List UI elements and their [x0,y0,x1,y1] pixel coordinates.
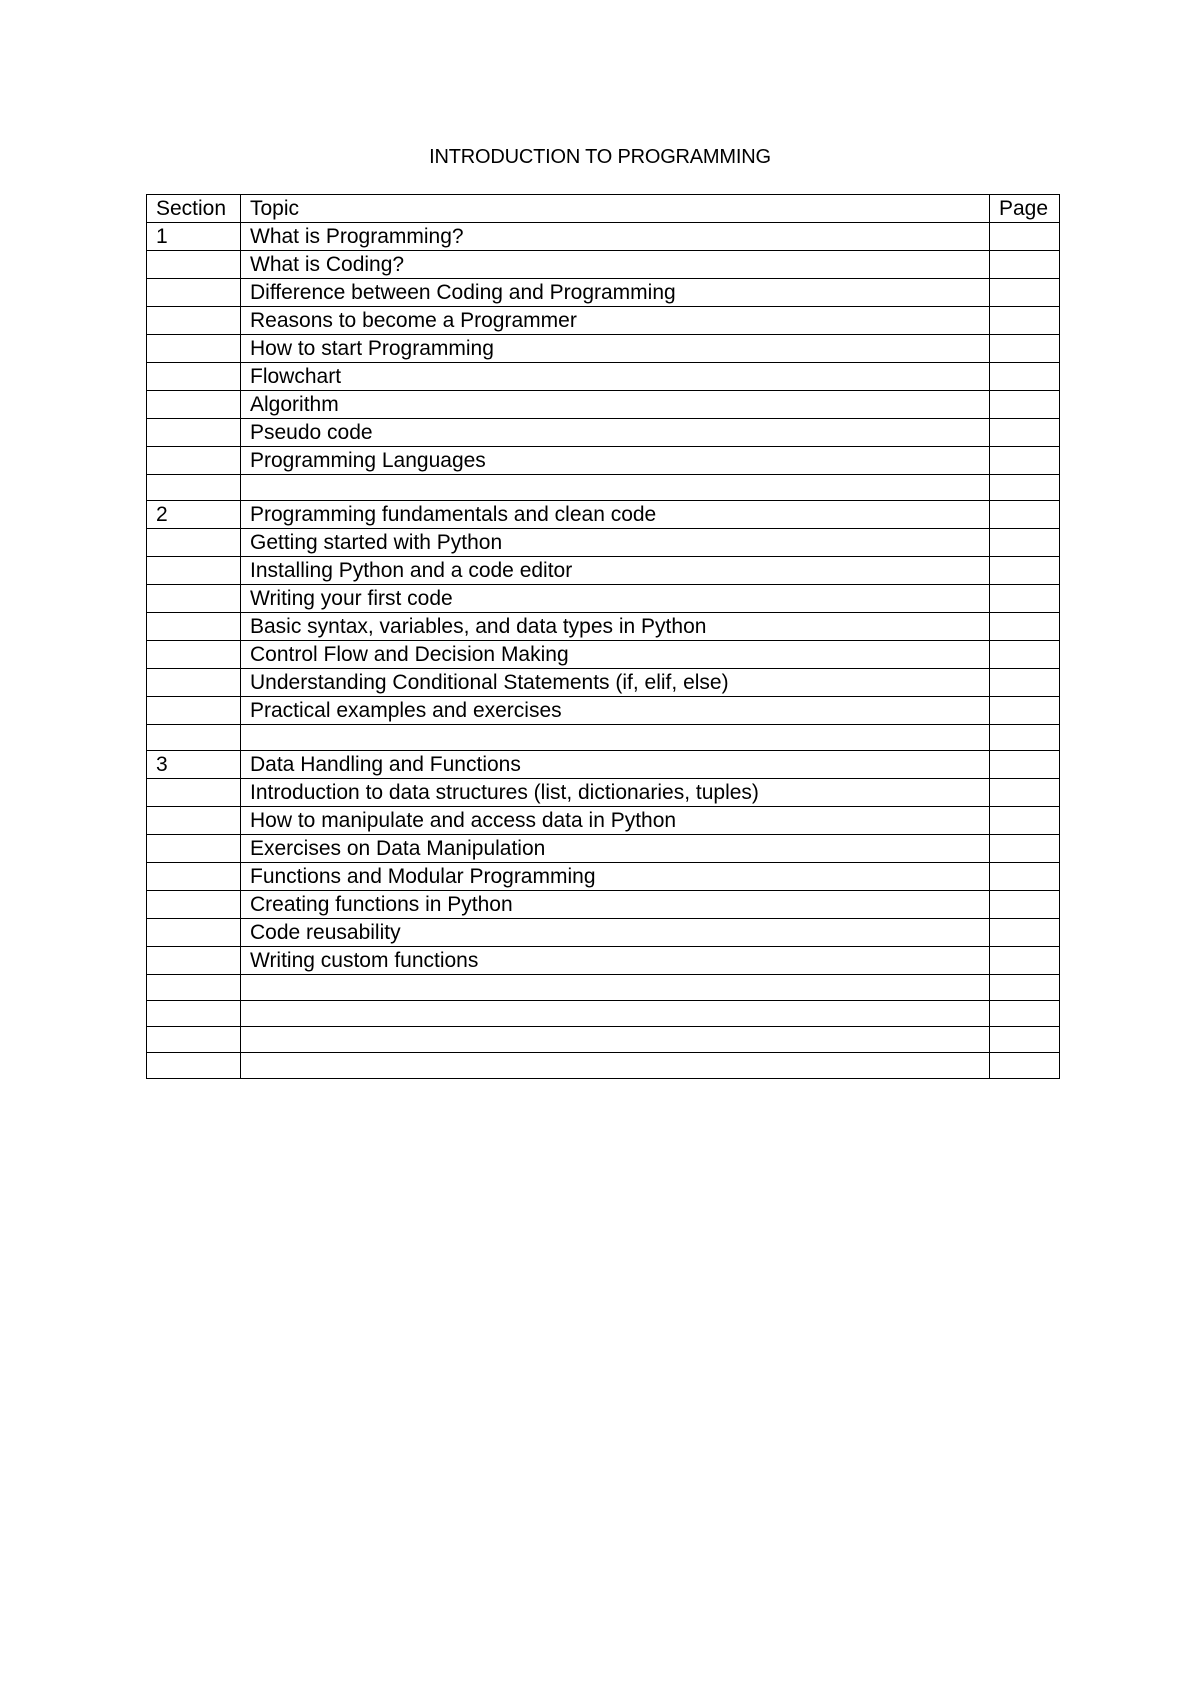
cell-topic: Difference between Coding and Programming [241,279,990,307]
table-row [147,279,1060,307]
cell-topic [241,1027,990,1053]
cell-page [990,529,1060,557]
table-row [147,947,1060,975]
header-topic: Topic [241,195,990,223]
cell-topic: Control Flow and Decision Making [241,641,990,669]
table-row [147,779,1060,807]
cell-page [990,475,1060,501]
cell-section: 2 [147,501,241,529]
cell-topic: Installing Python and a code editor [241,557,990,585]
table-row [147,863,1060,891]
cell-page [990,501,1060,529]
cell-page [990,779,1060,807]
cell-topic: Getting started with Python [241,529,990,557]
cell-page [990,279,1060,307]
cell-section [147,613,241,641]
table-row [147,529,1060,557]
cell-section [147,947,241,975]
cell-topic: Creating functions in Python [241,891,990,919]
cell-page [990,613,1060,641]
table-row [147,669,1060,697]
cell-topic: Pseudo code [241,419,990,447]
cell-topic [241,1053,990,1079]
header-section: Section [147,195,241,223]
cell-topic: Flowchart [241,363,990,391]
cell-topic: Programming Languages [241,447,990,475]
table-row [147,807,1060,835]
table-of-contents [146,194,1060,1079]
cell-section: 1 [147,223,241,251]
table-body [147,195,1060,1079]
cell-section [147,697,241,725]
table-row [147,1027,1060,1053]
cell-topic [241,725,990,751]
cell-page [990,835,1060,863]
cell-section [147,725,241,751]
table-row [147,391,1060,419]
cell-topic [241,1001,990,1027]
cell-page [990,1027,1060,1053]
table-row [147,891,1060,919]
cell-topic: What is Programming? [241,223,990,251]
cell-topic: Data Handling and Functions [241,751,990,779]
table-row [147,975,1060,1001]
cell-section [147,307,241,335]
cell-topic: Code reusability [241,919,990,947]
table-row [147,1001,1060,1027]
cell-section [147,557,241,585]
cell-topic [241,975,990,1001]
cell-section [147,669,241,697]
cell-section [147,891,241,919]
document-title: INTRODUCTION TO PROGRAMMING [429,146,771,168]
cell-page [990,363,1060,391]
cell-page [990,669,1060,697]
table-row [147,697,1060,725]
cell-section: 3 [147,751,241,779]
cell-page [990,751,1060,779]
cell-section [147,919,241,947]
cell-page [990,1053,1060,1079]
cell-topic: Exercises on Data Manipulation [241,835,990,863]
table-row [147,1053,1060,1079]
table-row [147,251,1060,279]
header-page: Page [990,195,1060,223]
cell-page [990,919,1060,947]
cell-section [147,335,241,363]
cell-section [147,975,241,1001]
table-header-row [147,195,1060,223]
cell-topic: Programming fundamentals and clean code [241,501,990,529]
cell-topic: Algorithm [241,391,990,419]
cell-section [147,251,241,279]
cell-section [147,529,241,557]
cell-section [147,641,241,669]
cell-topic: Writing custom functions [241,947,990,975]
table-row [147,725,1060,751]
cell-topic: Reasons to become a Programmer [241,307,990,335]
cell-topic: Practical examples and exercises [241,697,990,725]
cell-page [990,447,1060,475]
cell-section [147,391,241,419]
cell-page [990,947,1060,975]
table-row [147,419,1060,447]
cell-topic: Functions and Modular Programming [241,863,990,891]
cell-section [147,835,241,863]
table-row [147,363,1060,391]
cell-page [990,307,1060,335]
cell-section [147,279,241,307]
cell-page [990,975,1060,1001]
cell-page [990,1001,1060,1027]
cell-topic: What is Coding? [241,251,990,279]
cell-section [147,807,241,835]
table-row [147,613,1060,641]
cell-section [147,447,241,475]
cell-topic: Writing your first code [241,585,990,613]
table-row [147,557,1060,585]
cell-topic: Basic syntax, variables, and data types in Python [241,613,990,641]
table-row [147,307,1060,335]
cell-page [990,641,1060,669]
cell-topic: Understanding Conditional Statements (if, elif, else) [241,669,990,697]
cell-page [990,419,1060,447]
cell-page [990,251,1060,279]
cell-page [990,697,1060,725]
cell-page [990,335,1060,363]
cell-section [147,363,241,391]
cell-section [147,1053,241,1079]
cell-topic: Introduction to data structures (list, dictionaries, tuples) [241,779,990,807]
table-row [147,223,1060,251]
table-row [147,501,1060,529]
cell-page [990,391,1060,419]
cell-page [990,863,1060,891]
cell-section [147,585,241,613]
table-row [147,335,1060,363]
cell-page [990,557,1060,585]
cell-topic: How to manipulate and access data in Python [241,807,990,835]
table-row [147,835,1060,863]
cell-section [147,419,241,447]
cell-page [990,725,1060,751]
cell-page [990,223,1060,251]
cell-section [147,1027,241,1053]
cell-topic [241,475,990,501]
table-row [147,919,1060,947]
cell-page [990,807,1060,835]
cell-section [147,863,241,891]
table-row [147,641,1060,669]
table-row [147,475,1060,501]
cell-section [147,1001,241,1027]
cell-section [147,779,241,807]
table-row [147,447,1060,475]
table-row [147,751,1060,779]
cell-page [990,891,1060,919]
cell-section [147,475,241,501]
cell-topic: How to start Programming [241,335,990,363]
table-row [147,585,1060,613]
cell-page [990,585,1060,613]
